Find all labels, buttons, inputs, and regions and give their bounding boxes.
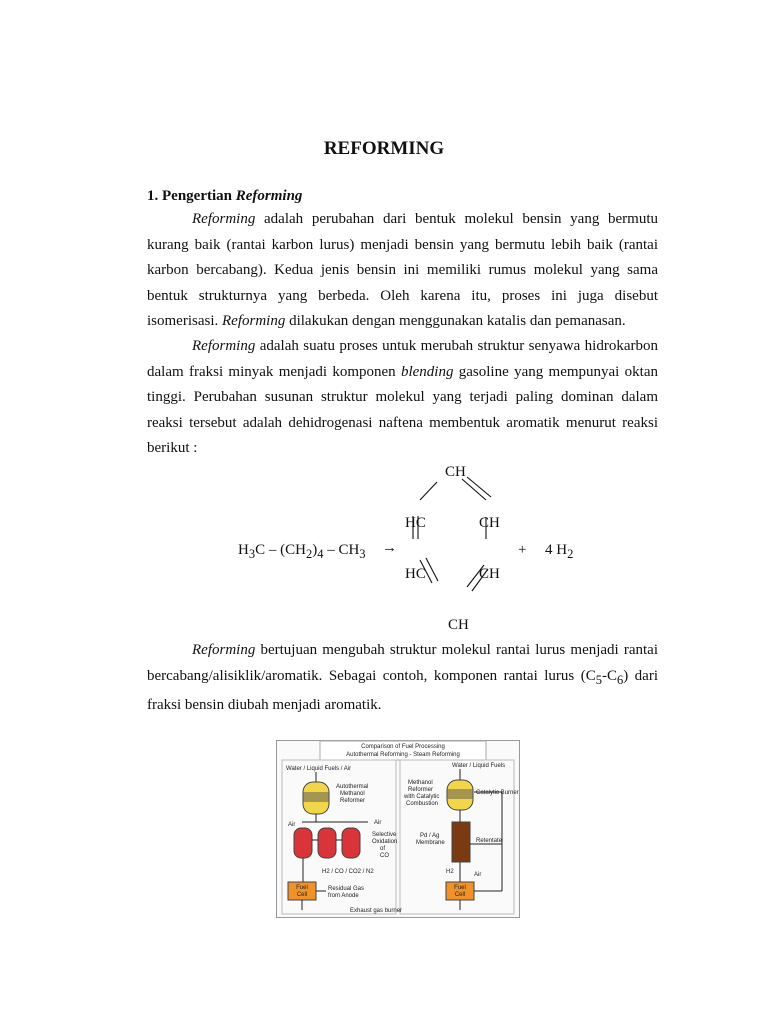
bond-top-left (420, 482, 437, 500)
reaction-plus: + (518, 542, 527, 558)
p2-text-b: gasoline yang mempunyai oktan tinggi. Perubahan susunan struktur molekul yang terjadi paling dominan dalam reaksi tersebut adalah dehidrogenasi naftena membentuk aromatik menurut reaksi berikut : (147, 363, 658, 456)
left-fuel-cell-1: Fuel (296, 885, 308, 891)
reactant-formula: $H_3C - (CH_2)_4 - CH_3$ (238, 542, 366, 561)
right-fuel-cell-2: Cell (454, 892, 466, 898)
membrane (452, 822, 470, 862)
p3-lead: Reforming (192, 642, 256, 658)
left-reformer-3: Reformer (340, 798, 366, 804)
right-reformer-4: Combustion (406, 801, 439, 807)
selox-3: of (380, 846, 386, 852)
ring-upper-right: CH (479, 515, 500, 531)
bond-bottom-left-a (420, 560, 432, 583)
bond-bottom-left-b (426, 558, 438, 581)
section-label: Pengertian (162, 188, 232, 204)
p3-text-b: -C (601, 667, 617, 684)
p3-sub-2: 6 (616, 672, 624, 687)
product-h2: 4 $H_2$ (545, 542, 574, 561)
left-reformer-2: Methanol (340, 791, 365, 797)
page-title: REFORMING (323, 138, 445, 159)
p1-lead: Reforming (192, 211, 256, 227)
section-number: 1. (147, 188, 159, 204)
selox-vessel-1 (294, 828, 312, 858)
p2-text-a: adalah suatu proses untuk merubah struktur senyawa hidrokarbon dalam fraksi minyak menjadi komponen (147, 338, 658, 380)
left-input: Water / Liquid Fuels / Air (286, 766, 352, 772)
p1-text-a: adalah perubahan dari bentuk molekul bensin yang bermutu kurang baik (rantai karbon lurus) menjadi bensin yang bermutu lebih baik (rantai karbon bercabang). Kedua jenis bensin ini memiliki rumus molekul yang sama bentuk strukturnya yang berbeda. Oleh karena itu, proses ini juga disebut isomerisasi. (147, 211, 658, 329)
figure-title-1: Comparison of Fuel Processing (361, 744, 445, 750)
selox-vessel-3 (342, 828, 360, 858)
p3-sub-1: 5 (595, 672, 602, 687)
ring-bottom: CH (448, 617, 469, 633)
left-air-2: Air (374, 820, 382, 826)
right-reformer-3: with Catalytic (404, 794, 440, 800)
right-h2: H2 (446, 869, 454, 875)
ring-top: CH (445, 464, 466, 480)
p3-text-c: ) dari fraksi bensin diubah menjadi aromatik. (147, 667, 658, 713)
ring-upper-left: HC (405, 515, 426, 531)
right-fuel-cell-1: Fuel (454, 885, 466, 891)
fuel-processing-figure (276, 740, 520, 918)
section-label-italic: Reforming (235, 188, 303, 204)
selox-4: CO (380, 853, 389, 859)
p3-text-a: bertujuan mengubah struktur molekul rantai lurus menjadi rantai bercabang/alisiklik/aromatik. Sebagai contoh, komponen rantai lurus (C (147, 642, 658, 684)
right-reformer-1: Methanol (408, 780, 433, 786)
retentate: Retentate (476, 838, 503, 844)
exhaust: Exhaust gas burner (350, 908, 403, 914)
bond-bottom-right-a (467, 565, 484, 587)
selox-vessel-2 (318, 828, 336, 858)
ring-lower-right: CH (479, 566, 500, 582)
ring-lower-left: HC (405, 566, 426, 582)
p2-lead: Reforming (192, 338, 256, 354)
p2-mid: blending (400, 363, 454, 380)
left-gas: H2 / CO / CO2 / N2 (322, 869, 374, 875)
left-reformer-1: Autothermal (336, 784, 369, 790)
selox-2: Oxidation (372, 839, 398, 845)
bond-bottom-right-b (472, 569, 488, 591)
p1-mid: Reforming (222, 313, 286, 329)
left-air-1: Air (288, 822, 296, 828)
reaction-arrow: → (382, 540, 397, 556)
figure-title-2: Autothermal Reforming - Steam Reforming (346, 752, 460, 758)
left-fuel-cell-2: Cell (296, 892, 308, 898)
selox-1: Selective (372, 832, 397, 838)
residual-2: from Anode (328, 893, 359, 899)
right-burner: Catalytic Burner (476, 790, 519, 796)
right-air: Air (474, 872, 482, 878)
membrane-1: Pd / Ag (420, 833, 440, 839)
membrane-2: Membrane (416, 840, 445, 846)
right-reformer-2: Reformer (408, 787, 434, 793)
p1-text-b: dilakukan dengan menggunakan katalis dan pemanasan. (285, 313, 626, 329)
residual-1: Residual Gas (328, 886, 365, 892)
paragraph-3 (147, 638, 658, 719)
left-reformer-bed (303, 792, 329, 802)
right-input: Water / Liquid Fuels (452, 763, 506, 769)
